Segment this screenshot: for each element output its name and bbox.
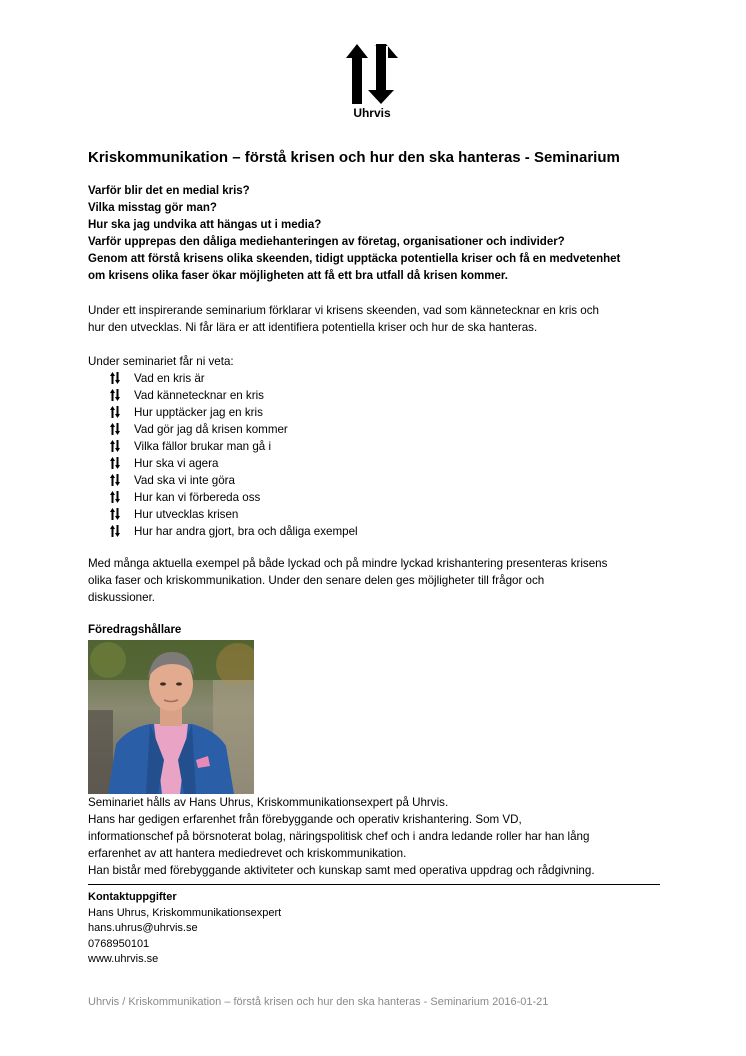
bio-line: erfarenhet av att hantera mediedrevet och kriskommunikation. <box>88 847 407 860</box>
contact-phone: 0768950101 <box>88 937 150 950</box>
up-down-arrows-icon <box>110 508 120 520</box>
list-item-text: Hur ska vi agera <box>134 457 219 470</box>
list-item <box>110 506 510 523</box>
up-down-arrows-icon <box>110 457 120 469</box>
list-item-text: Vilka fällor brukar man gå i <box>134 440 272 453</box>
list-item <box>110 404 510 421</box>
document-title: Kriskommunikation – förstå krisen och hur den ska hanteras - Seminarium <box>88 149 620 166</box>
up-down-arrows-icon <box>110 406 120 418</box>
speaker-heading: Föredragshållare <box>88 624 182 636</box>
bio-line: Seminariet hålls av Hans Uhrus, Kriskommunikationsexpert på Uhrvis. <box>88 796 449 809</box>
bio-line: Han bistår med förebyggande aktiviteter och kunskap samt med operativa uppdrag och rådgivning. <box>88 864 595 877</box>
list-item-text: Hur har andra gjort, bra och dåliga exempel <box>134 525 358 538</box>
list-item-text: Vad ska vi inte göra <box>134 474 235 487</box>
up-down-arrows-icon <box>344 42 400 108</box>
contact-email: hans.uhrus@uhrvis.se <box>88 922 198 934</box>
up-down-arrows-icon <box>110 372 120 384</box>
closing-line: olika faser och kriskommunikation. Under den senare delen ges möjligheter till frågor och <box>88 574 545 587</box>
list-intro <box>88 353 688 370</box>
logo-text: Uhrvis <box>353 106 391 120</box>
speaker-photo <box>88 640 254 794</box>
contact-name: Hans Uhrus, Kriskommunikationsexpert <box>88 906 282 919</box>
list-item <box>110 489 510 506</box>
question-line: Varför blir det en medial kris? <box>88 185 250 197</box>
list-item <box>110 421 510 438</box>
list-item <box>110 523 510 540</box>
list-item <box>110 472 510 489</box>
contact-block <box>88 890 281 968</box>
closing-line: Med många aktuella exempel på både lyckad och på mindre lyckad krishantering presenteras krisens <box>88 557 608 570</box>
list-item-text: Vad kännetecknar en kris <box>134 389 264 402</box>
contact-website: www.uhrvis.se <box>88 953 159 965</box>
intro-line: hur den utvecklas. Ni får lära er att identifiera potentiella kriser och hur de ska hanteras. <box>88 321 538 334</box>
list-item-text: Hur utvecklas krisen <box>134 508 239 521</box>
up-down-arrows-icon <box>110 440 120 452</box>
up-down-arrows-icon <box>110 525 120 537</box>
list-item-text: Hur kan vi förbereda oss <box>134 491 261 504</box>
list-intro-text: Under seminariet får ni veta: <box>88 355 234 368</box>
up-down-arrows-icon <box>110 474 120 486</box>
up-down-arrows-icon <box>110 389 120 401</box>
bio-line: Hans har gedigen erfarenhet från förebyggande och operativ krishantering. Som VD, <box>88 813 522 826</box>
section-divider <box>88 884 660 885</box>
list-item-text: Vad en kris är <box>134 372 205 385</box>
list-item <box>110 438 510 455</box>
list-item-text: Hur upptäcker jag en kris <box>134 406 263 419</box>
list-item <box>110 455 510 472</box>
question-line: om krisens olika faser ökar möjligheten att få ett bra utfall då krisen kommer. <box>88 270 508 282</box>
page-footer: Uhrvis / Kriskommunikation – förstå krisen och hur den ska hanteras - Seminarium 2016-01-21 <box>88 996 549 1008</box>
uhrvis-logo <box>344 42 400 122</box>
speaker-bio <box>88 794 688 879</box>
up-down-arrows-icon <box>110 423 120 435</box>
question-line: Varför upprepas den dåliga mediehanteringen av företag, organisationer och individer? <box>88 236 565 248</box>
closing-line: diskussioner. <box>88 591 156 604</box>
list-item-text: Vad gör jag då krisen kommer <box>134 423 288 436</box>
lead-questions <box>88 183 688 285</box>
question-line: Genom att förstå krisens olika skeenden, tidigt upptäcka potentiella kriser och få en medvetenhet <box>88 253 621 265</box>
list-item <box>110 387 510 404</box>
intro-line: Under ett inspirerande seminarium förklarar vi krisens skeenden, vad som kännetecknar en kris och <box>88 304 600 317</box>
question-line: Vilka misstag gör man? <box>88 202 217 214</box>
list-item <box>110 370 510 387</box>
bio-line: informationschef på börsnoterat bolag, näringspolitisk chef och i andra ledande roller har han lång <box>88 830 590 843</box>
closing-paragraph <box>88 555 688 606</box>
up-down-arrows-icon <box>110 491 120 503</box>
contact-heading: Kontaktuppgifter <box>88 891 177 903</box>
seminar-topics-list <box>110 370 510 540</box>
intro-paragraph <box>88 302 688 336</box>
question-line: Hur ska jag undvika att hängas ut i media? <box>88 219 322 231</box>
